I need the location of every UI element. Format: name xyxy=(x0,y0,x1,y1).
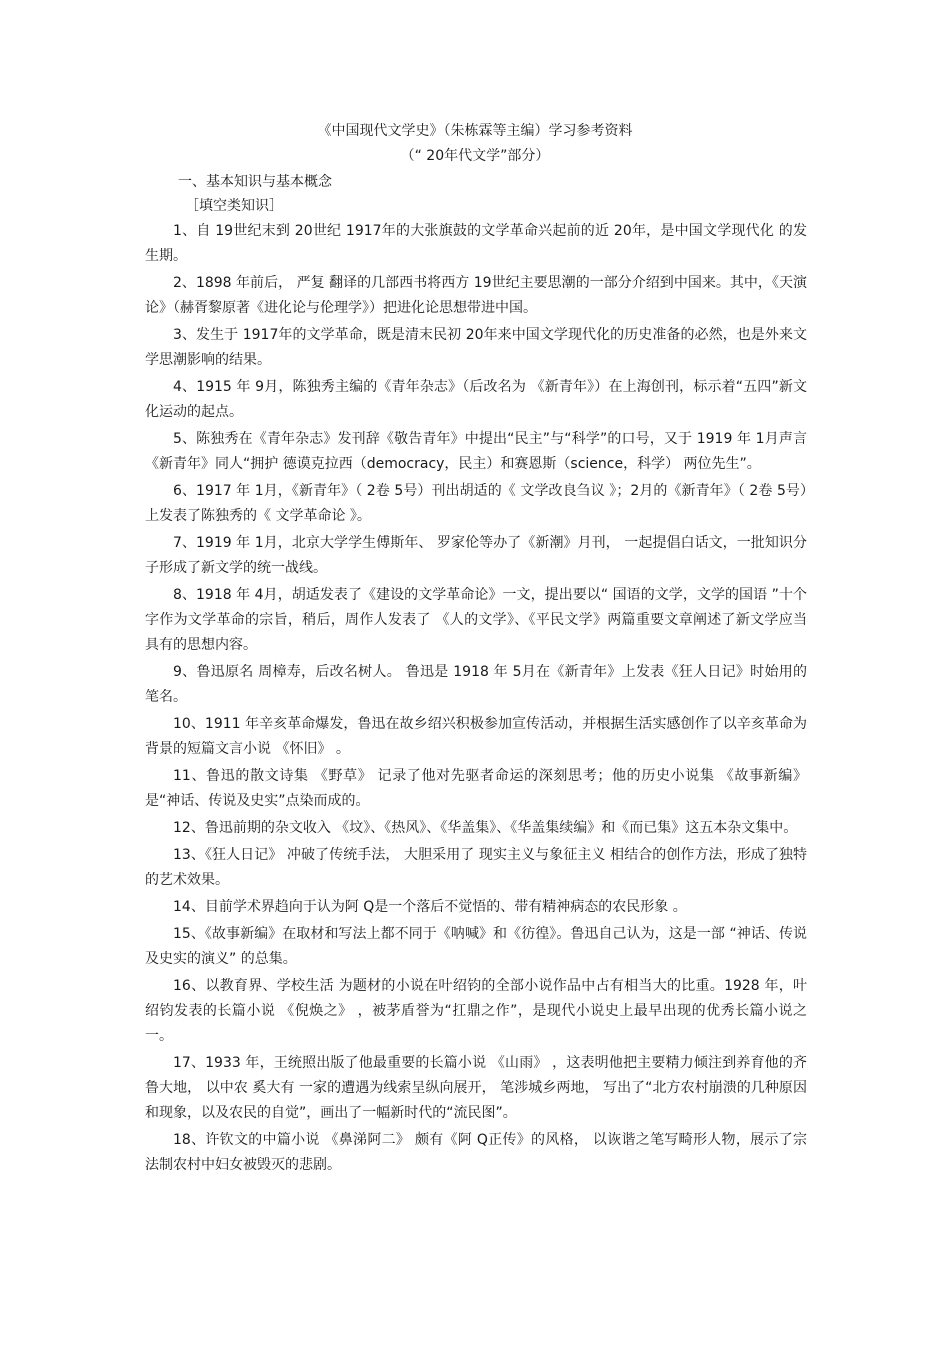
paragraph-15: 15、《故事新编》在取材和写法上都不同于《呐喊》和《彷徨》。鲁迅自己认为，这是一部 “神话、传说及史实的演义” 的总集。 xyxy=(145,926,807,967)
paragraph-16: 16、以教育界、学校生活 为题材的小说在叶绍钧的全部小说作品中占有相当大的比重。1928 年，叶绍钧发表的长篇小说 《倪焕之》 ，被茅盾誉为“扛鼎之作”，是现代小说史上最早出现的优秀长篇小说之一。 xyxy=(145,978,807,1044)
paragraph-2: 2、1898 年前后， 严复 翻译的几部西书将西方 19世纪主要思潮的一部分介绍到中国来。其中，《天演论》（赫胥黎原著《进化论与伦理学》）把进化论思想带进中国。 xyxy=(145,275,807,316)
document-body xyxy=(145,219,807,1180)
paragraph-7: 7、1919 年 1月，北京大学学生傅斯年、 罗家伦等办了《新潮》月刊， 一起提倡白话文，一批知识分子形成了新文学的统一战线。 xyxy=(145,535,807,576)
paragraph-8: 8、1918 年 4月，胡适发表了《建设的文学革命论》一文，提出要以“ 国语的文学，文学的国语 ”十个字作为文学革命的宗旨，稍后，周作人发表了 《人的文学》、《平民文学》两篇重要文章阐述了新文学应当具有的思想内容。 xyxy=(145,587,807,653)
subsection-heading: ［填空类知识］ xyxy=(185,198,283,214)
paragraph-18: 18、许钦文的中篇小说 《鼻涕阿二》 颇有《阿 Q正传》的风格， 以诙谐之笔写畸形人物，展示了宗法制农村中妇女被毁灭的悲剧。 xyxy=(145,1132,807,1173)
paragraph-6: 6、1917 年 1月，《新青年》（ 2卷 5号）刊出胡适的《 文学改良刍议 》；2月的《新青年》（ 2卷 5号）上发表了陈独秀的《 文学革命论 》。 xyxy=(145,483,807,524)
paragraph-14: 14、目前学术界趋向于认为阿 Q是一个落后不觉悟的、带有精神病态的农民形象 。 xyxy=(173,899,687,915)
paragraph-1: 1、自 19世纪末到 20世纪 1917年的大张旗鼓的文学革命兴起前的近 20年，是中国文学现代化 的发生期。 xyxy=(145,223,807,264)
section-heading: 一、基本知识与基本概念 xyxy=(178,174,332,190)
paragraph-9: 9、鲁迅原名 周樟寿，后改名树人。 鲁迅是 1918 年 5月在《新青年》上发表《狂人日记》时始用的笔名。 xyxy=(145,664,807,705)
paragraph-5: 5、陈独秀在《青年杂志》发刊辞《敬告青年》中提出“民主”与“科学”的口号，又于 1919 年 1月声言《新青年》同人“拥护 德谟克拉西（democracy，民主）和赛恩斯（science，科学） 两位先生”。 xyxy=(145,431,807,472)
paragraph-4: 4、1915 年 9月，陈独秀主编的《青年杂志》（后改名为 《新青年》）在上海创刊，标示着“五四”新文化运动的起点。 xyxy=(145,379,807,420)
paragraph-13: 13、《狂人日记》 冲破了传统手法， 大胆采用了 现实主义与象征主义 相结合的创作方法，形成了独特的艺术效果。 xyxy=(145,847,807,888)
document-title: 《中国现代文学史》（朱栋霖等主编）学习参考资料 xyxy=(317,123,633,139)
document-subtitle: （“ 20年代文学”部分） xyxy=(400,148,550,164)
paragraph-10: 10、1911 年辛亥革命爆发，鲁迅在故乡绍兴积极参加宣传活动，并根据生活实感创作了以辛亥革命为背景的短篇文言小说 《怀旧》 。 xyxy=(145,716,807,757)
paragraph-3: 3、发生于 1917年的文学革命，既是清末民初 20年来中国文学现代化的历史准备的必然，也是外来文学思潮影响的结果。 xyxy=(145,327,807,368)
paragraph-12: 12、鲁迅前期的杂文收入 《坟》、《热风》、《华盖集》、《华盖集续编》和《而已集》这五本杂文集中。 xyxy=(173,820,798,836)
paragraph-11: 11、鲁迅的散文诗集 《野草》 记录了他对先驱者命运的深刻思考；他的历史小说集 《故事新编》 是“神话、传说及史实”点染而成的。 xyxy=(145,768,807,809)
paragraph-17: 17、1933 年，王统照出版了他最重要的长篇小说 《山雨》 ，这表明他把主要精力倾注到养育他的齐鲁大地， 以中农 奚大有 一家的遭遇为线索呈纵向展开， 笔涉城乡两地， 写出了“北方农村崩溃的几种原因和现象，以及农民的自觉”，画出了一幅新时代的“流民图”。 xyxy=(145,1055,807,1121)
